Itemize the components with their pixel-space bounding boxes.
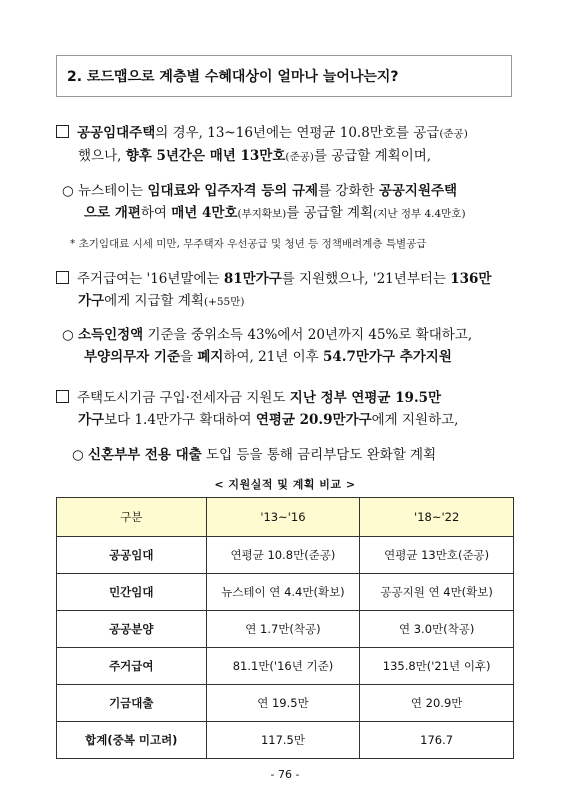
table-row bbox=[57, 648, 514, 685]
text-bold: 매년 4만호 bbox=[171, 205, 238, 221]
text: 를 지원했으나, '21년부터는 bbox=[281, 271, 451, 287]
table-cell: 연 19.5만 bbox=[206, 685, 360, 722]
table-row bbox=[57, 574, 514, 611]
paragraph-income-criteria bbox=[62, 324, 472, 368]
text-bold: 신혼부부 전용 대출 bbox=[88, 447, 202, 463]
checkbox-square-icon bbox=[56, 271, 69, 284]
table-row bbox=[57, 685, 514, 722]
table-cell: 연평균 10.8만(준공) bbox=[206, 537, 360, 574]
table-cell: 연 3.0만(착공) bbox=[360, 611, 514, 648]
page-number: - 76 - bbox=[270, 768, 300, 781]
text-bold: 136만 bbox=[450, 271, 492, 287]
comparison-table bbox=[56, 497, 514, 759]
text-bold: 가구 bbox=[78, 293, 105, 309]
row-label: 공공임대 bbox=[57, 537, 207, 574]
text: 를 강화한 bbox=[318, 183, 379, 199]
table-row bbox=[57, 537, 514, 574]
paragraph-public-rental bbox=[56, 122, 468, 168]
row-label: 합계(중복 미고려) bbox=[57, 722, 207, 759]
text-small: (+55만) bbox=[203, 296, 245, 308]
table-header-row bbox=[57, 498, 514, 537]
table-cell: 117.5만 bbox=[206, 722, 360, 759]
text: 뉴스테이는 bbox=[78, 183, 148, 199]
text-bold: 폐지 bbox=[197, 349, 224, 365]
table-cell: 176.7 bbox=[360, 722, 514, 759]
table-cell: 135.8만('21년 이후) bbox=[360, 648, 514, 685]
checkbox-square-icon bbox=[56, 390, 69, 403]
text-bold: 소득인정액 bbox=[78, 327, 144, 343]
paragraph-new-stay bbox=[62, 180, 466, 225]
text-bold: 부양의무자 기준 bbox=[84, 349, 180, 365]
text: 기준을 중위소득 43%에서 20년까지 45%로 확대하고, bbox=[143, 327, 473, 343]
text-bold: 으로 개편 bbox=[84, 205, 141, 221]
text-bold: 54.7만가구 추가지원 bbox=[323, 349, 452, 365]
text: 에게 지급할 계획 bbox=[104, 293, 204, 309]
table-row bbox=[57, 722, 514, 759]
section-heading-box bbox=[56, 55, 512, 97]
text-small: (준공) bbox=[285, 151, 314, 163]
text: 를 공급할 계획 bbox=[286, 205, 374, 221]
text: 주택도시기금 구입·전세자금 지원도 bbox=[77, 390, 290, 406]
checkbox-square-icon bbox=[56, 125, 69, 138]
paragraph-housing-benefit bbox=[56, 268, 491, 313]
text-small: (지난 정부 4.4만호) bbox=[373, 208, 466, 220]
table-header-cell: '18~'22 bbox=[360, 498, 514, 537]
table-cell: 연 1.7만(착공) bbox=[206, 611, 360, 648]
text-bold: 지난 정부 연평균 19.5만 bbox=[289, 390, 442, 406]
section-heading: 2. 로드맵으로 계층별 수혜대상이 얼마나 늘어나는지? bbox=[67, 69, 399, 85]
text-bold: 임대료와 입주자격 등의 규제 bbox=[147, 183, 319, 199]
row-label: 민간임대 bbox=[57, 574, 207, 611]
text: 에게 지원하고, bbox=[371, 412, 459, 428]
table-cell: 뉴스테이 연 4.4만(확보) bbox=[206, 574, 360, 611]
text-bold: 향후 5년간은 매년 13만호 bbox=[125, 148, 286, 164]
text: 주거급여는 '16년말에는 bbox=[77, 271, 224, 287]
row-label: 주거급여 bbox=[57, 648, 207, 685]
circle-bullet-icon: ○ bbox=[62, 327, 74, 343]
text: 하여, 21년 이후 bbox=[223, 349, 323, 365]
text: 을 bbox=[180, 349, 198, 365]
table-cell: 공공지원 연 4만(확보) bbox=[360, 574, 514, 611]
paragraph-newlywed-loan bbox=[72, 444, 436, 466]
text: 의 경우, 13~16년에는 연평균 10.8만호를 공급 bbox=[155, 125, 440, 141]
text-bold: 81만가구 bbox=[223, 271, 282, 287]
text-small: (부지확보) bbox=[237, 208, 287, 220]
text-bold: 공공임대주택 bbox=[77, 125, 156, 141]
text-bold: 연평균 20.9만가구 bbox=[255, 412, 372, 428]
text-bold: 공공지원주택 bbox=[378, 183, 458, 199]
table-cell: 연평균 13만호(준공) bbox=[360, 537, 514, 574]
row-label: 기금대출 bbox=[57, 685, 207, 722]
table-header-cell: '13~'16 bbox=[206, 498, 360, 537]
circle-bullet-icon: ○ bbox=[72, 447, 84, 463]
text-small: (준공) bbox=[439, 128, 468, 140]
table-cell: 81.1만('16년 기준) bbox=[206, 648, 360, 685]
text: 했으나, bbox=[78, 148, 126, 164]
text: 도입 등을 통해 금리부담도 완화할 계획 bbox=[201, 447, 437, 463]
circle-bullet-icon: ○ bbox=[62, 183, 74, 199]
table-header-cell: 구분 bbox=[57, 498, 207, 537]
text: 보다 1.4만가구 확대하여 bbox=[104, 412, 256, 428]
table-title: < 지원실적 및 계획 비교 > bbox=[214, 478, 356, 491]
row-label: 공공분양 bbox=[57, 611, 207, 648]
footnote: * 초기임대료 시세 미만, 무주택자 우선공급 및 청년 등 정책배려계층 특별공급 bbox=[70, 238, 427, 250]
paragraph-housing-fund bbox=[56, 387, 458, 431]
text: 를 공급할 계획이며, bbox=[313, 148, 432, 164]
table-row bbox=[57, 611, 514, 648]
text-bold: 가구 bbox=[78, 412, 105, 428]
table-cell: 연 20.9만 bbox=[360, 685, 514, 722]
text: 하여 bbox=[140, 205, 172, 221]
